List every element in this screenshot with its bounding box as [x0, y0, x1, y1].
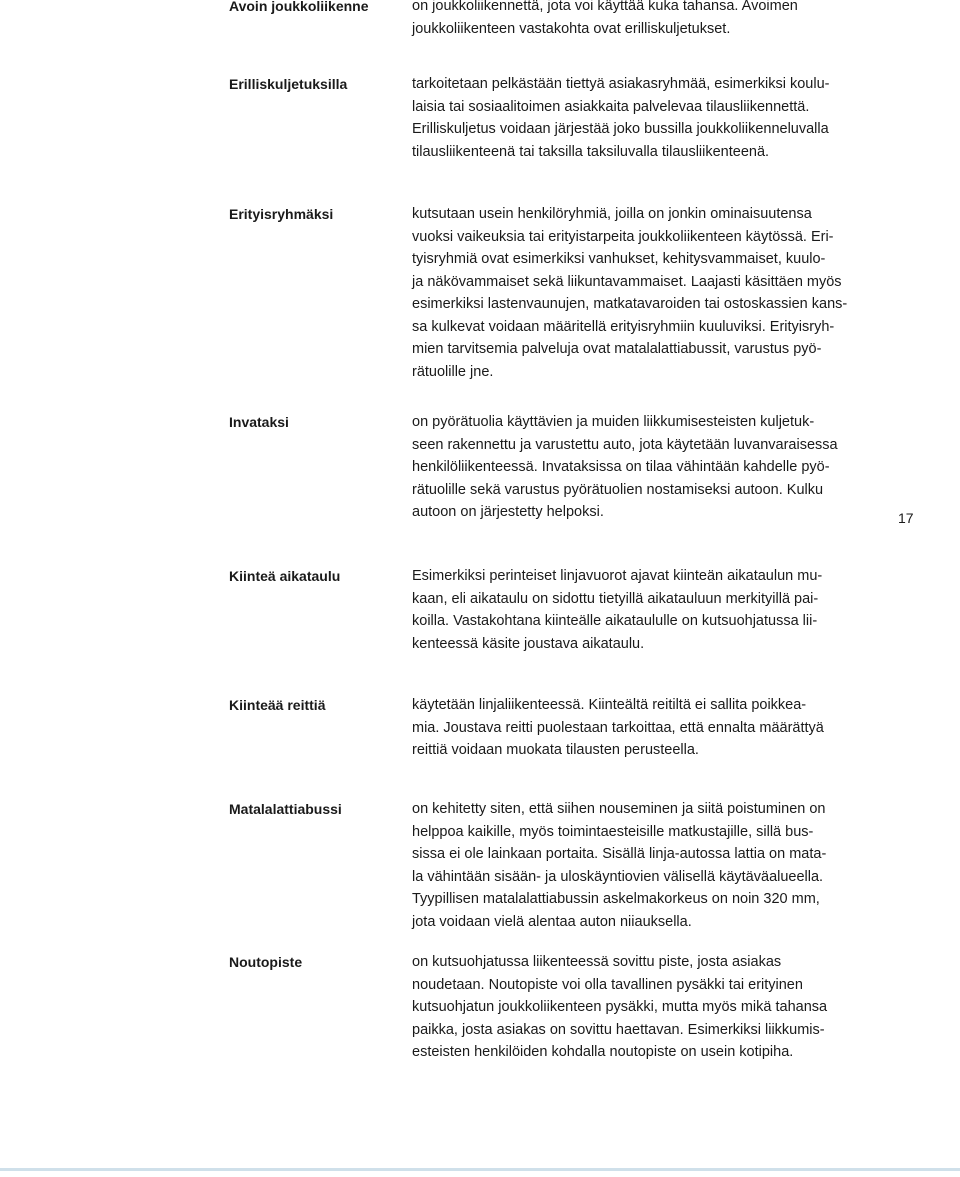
term: Erilliskuljetuksilla — [229, 76, 348, 92]
term: Kiinteää reittiä — [229, 697, 326, 713]
term: Noutopiste — [229, 954, 303, 970]
definition: on kehitetty siten, että siihen nouseminen ja siitä poistuminen on helppoa kaikille, myös toimintaesteisille matkustajille, sillä bus- sissa ei ole lainkaan portaita. Sisällä linja-autossa lattia on mata- la vähintään sisään- ja uloskäyntiovien välisellä käytäväalueella. Tyypillisen matalalattiabussin askelmakorkeus on noin 320 mm, jota voidaan vielä alentaa auton niiauksella. — [412, 801, 827, 930]
definition: kutsutaan usein henkilöryhmiä, joilla on jonkin ominaisuutensa vuoksi vaikeuksia tai erityistarpeita joukkoliikenteen käytössä. Eri- tyisryhmiä ovat esimerkiksi vanhukset, kehitysvammaiset, kuulo- ja näkövammaiset sekä liikuntavammaiset. Laajasti käsittäen myös esimerkiksi lastenvaunujen, matkatavaroiden tai ostoskassien kans- sa kulkevat voidaan määritellä erityisryhmiin kuuluviksi. Erityisryh- mien tarvitsemia palveluja ovat matalalattiabussit, varustus pyö- rätuolille jne. — [412, 206, 848, 380]
definition: Esimerkiksi perinteiset linjavuorot ajavat kiinteän aikataulun mu- kaan, eli aikataulu on sidottu tietyillä aikatauluun merkityillä pai- koilla. Vastakohtana kiinteälle aikataululle on kutsuohjatussa lii- kenteessä käsite joustava aikataulu. — [412, 568, 823, 652]
term: Invataksi — [229, 414, 289, 430]
term: Matalalattiabussi — [229, 801, 342, 817]
term: Erityisryhmäksi — [229, 206, 334, 222]
definition: on joukkoliikennettä, jota voi käyttää kuka tahansa. Avoimen joukkoliikenteen vastakohta ovat erilliskuljetukset. — [412, 0, 798, 37]
definition: on pyörätuolia käyttävien ja muiden liikkumisesteisten kuljetuk- seen rakennettu ja varustettu auto, jota käytetään luvanvaraisessa henkilöliikenteessä. Invataksissa on tilaa vähintään kahdelle pyö- rätuolille sekä varustus pyörätuolien nostamiseksi autoon. Kulku autoon on järjestetty helpoksi. — [412, 414, 838, 520]
page-number: 17 — [898, 510, 914, 526]
term: Avoin joukkoliikenne — [229, 0, 369, 14]
term: Kiinteä aikataulu — [229, 568, 341, 584]
definition: käytetään linjaliikenteessä. Kiinteältä reitiltä ei sallita poikkea- mia. Joustava reitti puolestaan tarkoittaa, että ennalta määrättyä reittiä voidaan muokata tilausten perusteella. — [412, 697, 824, 758]
definition: tarkoitetaan pelkästään tiettyä asiakasryhmää, esimerkiksi koulu- laisia tai sosiaalitoimen asiakkaita palvelevaa tilausliikennettä. Erilliskuljetus voidaan järjestää joko bussilla joukkoliikenneluvalla tilausliikenteenä tai taksilla taksiluvalla tilausliikenteenä. — [412, 76, 830, 160]
bottom-divider — [0, 1168, 960, 1171]
definition: on kutsuohjatussa liikenteessä sovittu piste, josta asiakas noudetaan. Noutopiste voi olla tavallinen pysäkki tai erityinen kutsuohjatun joukkoliikenteen pysäkki, mutta myös mikä tahansa paikka, josta asiakas on sovittu haettavan. Esimerkiksi liikkumis- esteisten henkilöiden kohdalla noutopiste on usein kotipiha. — [412, 954, 828, 1060]
